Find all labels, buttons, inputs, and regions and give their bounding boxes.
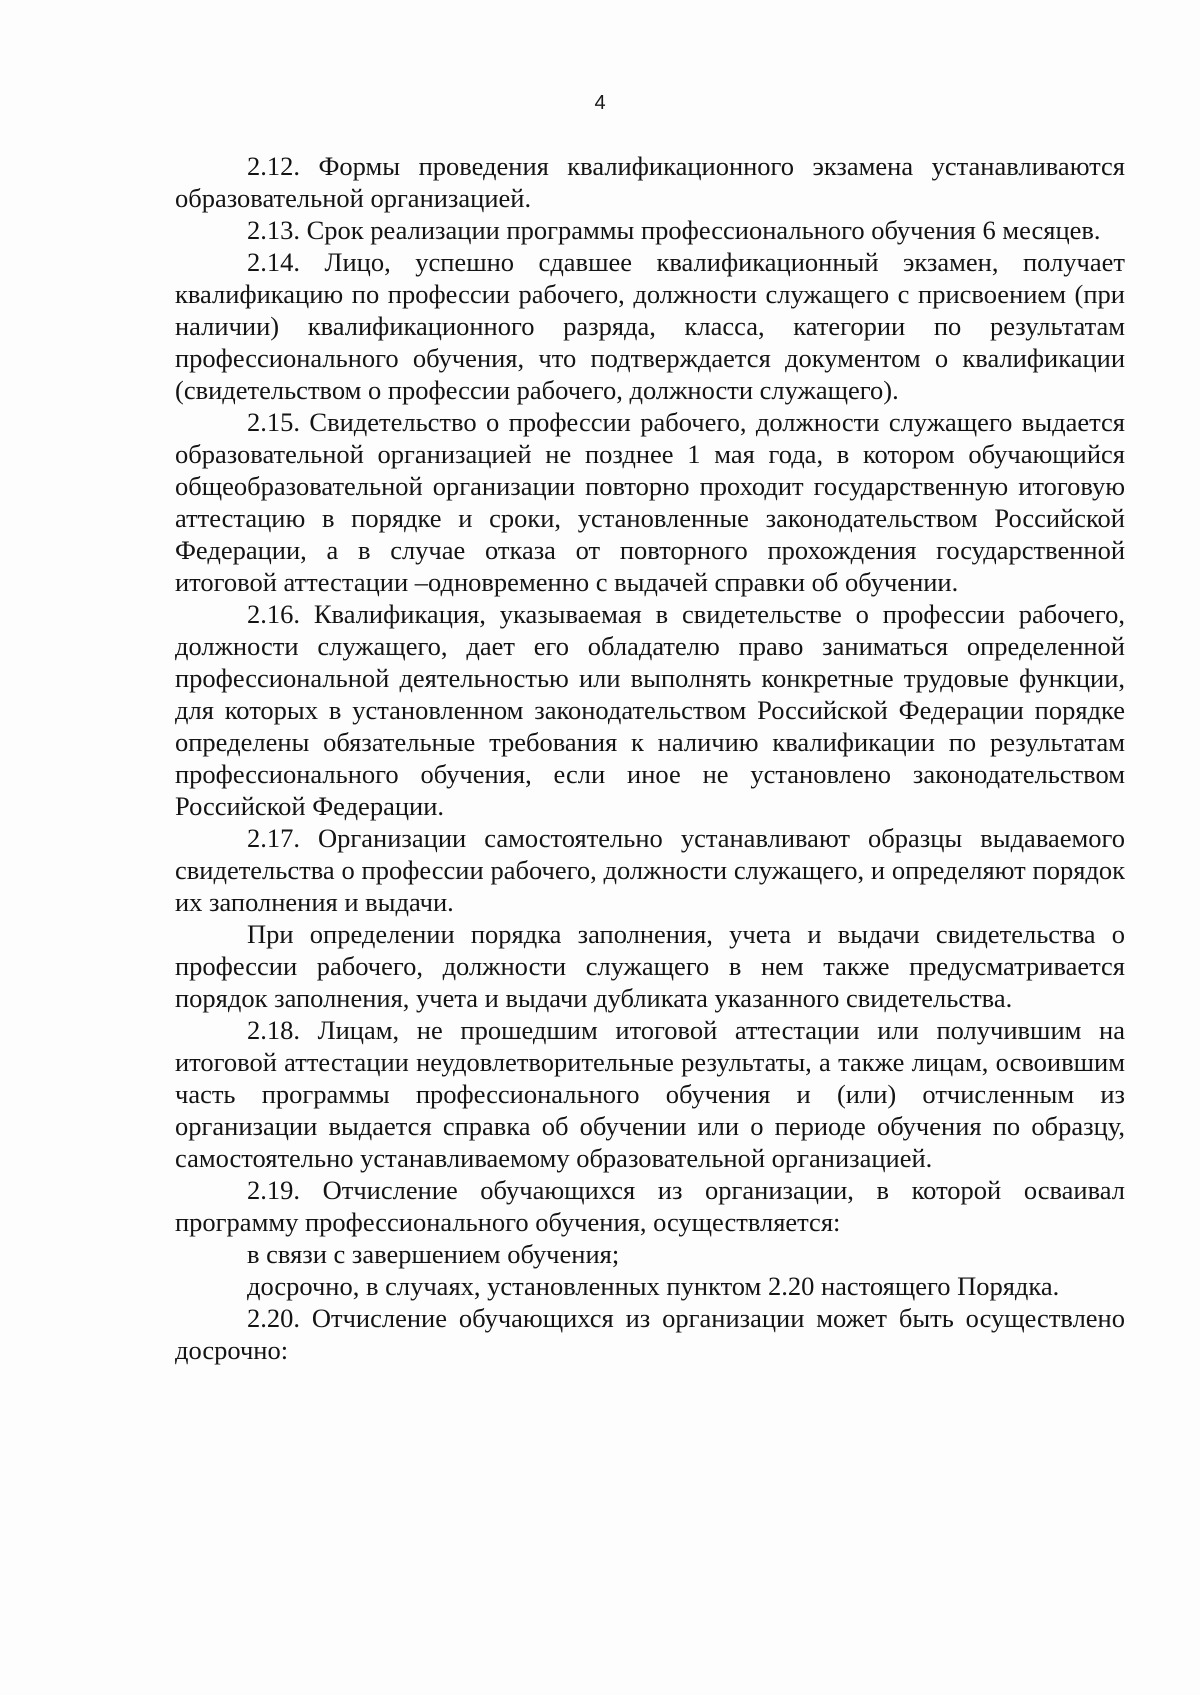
page-number: 4 <box>594 92 606 114</box>
paragraph-2-13: 2.13. Срок реализации программы профессионального обучения 6 месяцев. <box>247 215 1101 245</box>
paragraph-2-17-continued: При определении порядка заполнения, учета и выдачи свидетельства о профессии рабочего, должности служащего в нем также предусматривается порядок заполнения, учета и выдачи дубликата указанного свидетельства. <box>175 919 1125 1013</box>
paragraph-2-17: 2.17. Организации самостоятельно устанавливают образцы выдаваемого свидетельства о профессии рабочего, должности служащего, и определяют порядок их заполнения и выдачи. <box>175 823 1125 917</box>
paragraph-2-14: 2.14. Лицо, успешно сдавшее квалификационный экзамен, получает квалификацию по профессии рабочего, должности служащего с присвоением (при наличии) квалификационного разряда, класса, категории по результатам профессионального обучения, что подтверждается документом о квалификации (свидетельством о профессии рабочего, должности служащего). <box>175 247 1125 405</box>
paragraph-2-18: 2.18. Лицам, не прошедшим итоговой аттестации или получившим на итоговой аттестации неудовлетворительные результаты, а также лицам, освоившим часть программы профессионального обучения и (или) отчисленным из организации выдается справка об обучении или о периоде обучения по образцу, самостоятельно устанавливаемому образовательной организацией. <box>175 1015 1125 1173</box>
paragraph-2-15: 2.15. Свидетельство о профессии рабочего, должности служащего выдается образовательной организацией не позднее 1 мая года, в котором обучающийся общеобразовательной организации повторно проходит государственную итоговую аттестацию в порядке и сроки, установленные законодательством Российской Федерации, а в случае отказа от повторного прохождения государственной итоговой аттестации –одновременно с выдачей справки об обучении. <box>175 407 1125 597</box>
list-item-completion: в связи с завершением обучения; <box>247 1239 620 1269</box>
paragraph-2-12: 2.12. Формы проведения квалификационного экзамена устанавливаются образовательной организацией. <box>175 151 1125 213</box>
document-body <box>175 150 1125 1366</box>
list-item-early: досрочно, в случаях, установленных пунктом 2.20 настоящего Порядка. <box>247 1271 1060 1301</box>
paragraph-2-16: 2.16. Квалификация, указываемая в свидетельстве о профессии рабочего, должности служащего, дает его обладателю право заниматься определенной профессиональной деятельностью или выполнять конкретные трудовые функции, для которых в установленном законодательством Российской Федерации порядке определены обязательные требования к наличию квалификации по результатам профессионального обучения, если иное не установлено законодательством Российской Федерации. <box>175 599 1125 821</box>
paragraph-2-20: 2.20. Отчисление обучающихся из организации может быть осуществлено досрочно: <box>175 1303 1125 1365</box>
paragraph-2-19: 2.19. Отчисление обучающихся из организации, в которой осваивал программу профессионального обучения, осуществляется: <box>175 1175 1125 1237</box>
